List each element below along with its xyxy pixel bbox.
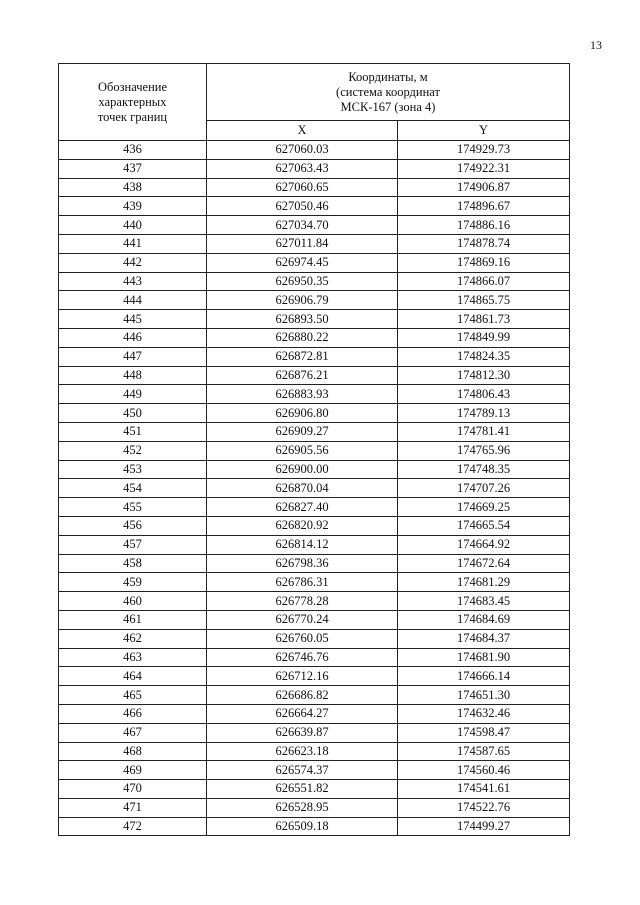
point-cell: 449 [59, 385, 207, 404]
y-cell: 174681.90 [398, 648, 570, 667]
point-cell: 448 [59, 366, 207, 385]
y-cell: 174781.41 [398, 422, 570, 441]
y-cell: 174861.73 [398, 310, 570, 329]
y-cell: 174681.29 [398, 573, 570, 592]
point-cell: 446 [59, 328, 207, 347]
y-cell: 174789.13 [398, 404, 570, 423]
point-cell: 442 [59, 253, 207, 272]
point-cell: 457 [59, 535, 207, 554]
table-row [59, 216, 570, 235]
point-cell: 450 [59, 404, 207, 423]
table-row [59, 742, 570, 761]
point-cell: 440 [59, 216, 207, 235]
table-row [59, 610, 570, 629]
y-cell: 174929.73 [398, 141, 570, 160]
y-cell: 174824.35 [398, 347, 570, 366]
y-cell: 174684.69 [398, 610, 570, 629]
point-cell: 463 [59, 648, 207, 667]
table-row [59, 516, 570, 535]
x-cell: 626814.12 [207, 535, 398, 554]
x-cell: 626574.37 [207, 761, 398, 780]
x-cell: 626551.82 [207, 780, 398, 799]
page-number: 13 [590, 38, 602, 52]
point-cell: 451 [59, 422, 207, 441]
y-cell: 174886.16 [398, 216, 570, 235]
x-cell: 626820.92 [207, 516, 398, 535]
table-row [59, 141, 570, 160]
y-cell: 174683.45 [398, 592, 570, 611]
x-cell: 627050.46 [207, 197, 398, 216]
point-cell: 437 [59, 159, 207, 178]
table-row [59, 667, 570, 686]
x-cell: 626786.31 [207, 573, 398, 592]
y-cell: 174866.07 [398, 272, 570, 291]
y-cell: 174812.30 [398, 366, 570, 385]
table-row [59, 817, 570, 836]
table-row [59, 535, 570, 554]
x-cell: 626712.16 [207, 667, 398, 686]
x-cell: 627034.70 [207, 216, 398, 235]
designation-header-line: характерных [98, 94, 167, 109]
x-cell: 626883.93 [207, 385, 398, 404]
x-cell: 626906.80 [207, 404, 398, 423]
table-row [59, 479, 570, 498]
x-cell: 626870.04 [207, 479, 398, 498]
coordinates-header [207, 64, 570, 121]
coordinates-header-line: Координаты, м [348, 69, 428, 84]
point-cell: 439 [59, 197, 207, 216]
table-row [59, 441, 570, 460]
x-cell: 626905.56 [207, 441, 398, 460]
x-cell: 626623.18 [207, 742, 398, 761]
x-cell: 626827.40 [207, 498, 398, 517]
x-cell: 626893.50 [207, 310, 398, 329]
y-cell: 174922.31 [398, 159, 570, 178]
point-cell: 471 [59, 798, 207, 817]
coordinates-header-line: МСК-167 (зона 4) [340, 99, 436, 114]
table-row [59, 197, 570, 216]
table-row [59, 460, 570, 479]
y-cell: 174541.61 [398, 780, 570, 799]
point-cell: 455 [59, 498, 207, 517]
y-cell: 174869.16 [398, 253, 570, 272]
y-cell: 174651.30 [398, 686, 570, 705]
point-cell: 453 [59, 460, 207, 479]
x-cell: 626528.95 [207, 798, 398, 817]
x-cell: 627060.03 [207, 141, 398, 160]
y-cell: 174896.67 [398, 197, 570, 216]
x-cell: 626664.27 [207, 704, 398, 723]
point-cell: 454 [59, 479, 207, 498]
point-cell: 444 [59, 291, 207, 310]
point-cell: 438 [59, 178, 207, 197]
x-cell: 626639.87 [207, 723, 398, 742]
table-row [59, 328, 570, 347]
point-cell: 470 [59, 780, 207, 799]
x-cell: 626760.05 [207, 629, 398, 648]
coordinates-header-line: (система координат [336, 84, 440, 99]
table-row [59, 291, 570, 310]
point-cell: 461 [59, 610, 207, 629]
point-cell: 436 [59, 141, 207, 160]
table-row [59, 592, 570, 611]
point-cell: 445 [59, 310, 207, 329]
coordinates-table [58, 63, 570, 836]
x-cell: 626906.79 [207, 291, 398, 310]
x-cell: 626872.81 [207, 347, 398, 366]
coordinates-rows [59, 141, 570, 836]
table-row [59, 272, 570, 291]
table-row [59, 573, 570, 592]
y-cell: 174587.65 [398, 742, 570, 761]
y-cell: 174522.76 [398, 798, 570, 817]
x-cell: 627011.84 [207, 234, 398, 253]
y-cell: 174878.74 [398, 234, 570, 253]
table-row [59, 253, 570, 272]
table-row [59, 780, 570, 799]
point-cell: 441 [59, 234, 207, 253]
x-cell: 626876.21 [207, 366, 398, 385]
y-cell: 174632.46 [398, 704, 570, 723]
x-cell: 626686.82 [207, 686, 398, 705]
point-cell: 443 [59, 272, 207, 291]
y-cell: 174666.14 [398, 667, 570, 686]
table-row [59, 347, 570, 366]
x-cell: 626900.00 [207, 460, 398, 479]
y-cell: 174849.99 [398, 328, 570, 347]
y-cell: 174806.43 [398, 385, 570, 404]
y-cell: 174906.87 [398, 178, 570, 197]
table-row [59, 366, 570, 385]
table-row [59, 761, 570, 780]
point-cell: 467 [59, 723, 207, 742]
point-cell: 460 [59, 592, 207, 611]
x-cell: 627060.65 [207, 178, 398, 197]
table-row [59, 404, 570, 423]
y-cell: 174560.46 [398, 761, 570, 780]
y-cell: 174598.47 [398, 723, 570, 742]
x-cell: 626950.35 [207, 272, 398, 291]
table-row [59, 686, 570, 705]
point-cell: 452 [59, 441, 207, 460]
y-cell: 174707.26 [398, 479, 570, 498]
point-cell: 472 [59, 817, 207, 836]
y-cell: 174672.64 [398, 554, 570, 573]
point-cell: 456 [59, 516, 207, 535]
point-cell: 458 [59, 554, 207, 573]
x-cell: 626746.76 [207, 648, 398, 667]
point-cell: 465 [59, 686, 207, 705]
x-cell: 626798.36 [207, 554, 398, 573]
point-cell: 466 [59, 704, 207, 723]
table-row [59, 234, 570, 253]
table-row [59, 310, 570, 329]
y-cell: 174499.27 [398, 817, 570, 836]
table-row [59, 704, 570, 723]
y-cell: 174865.75 [398, 291, 570, 310]
x-cell: 626770.24 [207, 610, 398, 629]
x-cell: 626909.27 [207, 422, 398, 441]
y-cell: 174684.37 [398, 629, 570, 648]
y-cell: 174664.92 [398, 535, 570, 554]
point-cell: 459 [59, 573, 207, 592]
y-cell: 174748.35 [398, 460, 570, 479]
table-row [59, 385, 570, 404]
table-row [59, 798, 570, 817]
y-cell: 174765.96 [398, 441, 570, 460]
x-cell: 626880.22 [207, 328, 398, 347]
table-row [59, 498, 570, 517]
y-cell: 174665.54 [398, 516, 570, 535]
table-row [59, 648, 570, 667]
designation-header-line: Обозначение [97, 79, 168, 94]
point-cell: 462 [59, 629, 207, 648]
point-cell: 469 [59, 761, 207, 780]
x-column-header: X [207, 121, 398, 141]
designation-header-line: точек границ [97, 109, 168, 124]
table-row [59, 554, 570, 573]
table-row [59, 159, 570, 178]
x-cell: 626778.28 [207, 592, 398, 611]
table-row [59, 723, 570, 742]
point-cell: 464 [59, 667, 207, 686]
designation-header [59, 64, 207, 141]
table-row [59, 629, 570, 648]
table-row [59, 422, 570, 441]
table-row [59, 178, 570, 197]
x-cell: 626509.18 [207, 817, 398, 836]
point-cell: 468 [59, 742, 207, 761]
y-column-header: Y [398, 121, 570, 141]
point-cell: 447 [59, 347, 207, 366]
x-cell: 626974.45 [207, 253, 398, 272]
x-cell: 627063.43 [207, 159, 398, 178]
y-cell: 174669.25 [398, 498, 570, 517]
